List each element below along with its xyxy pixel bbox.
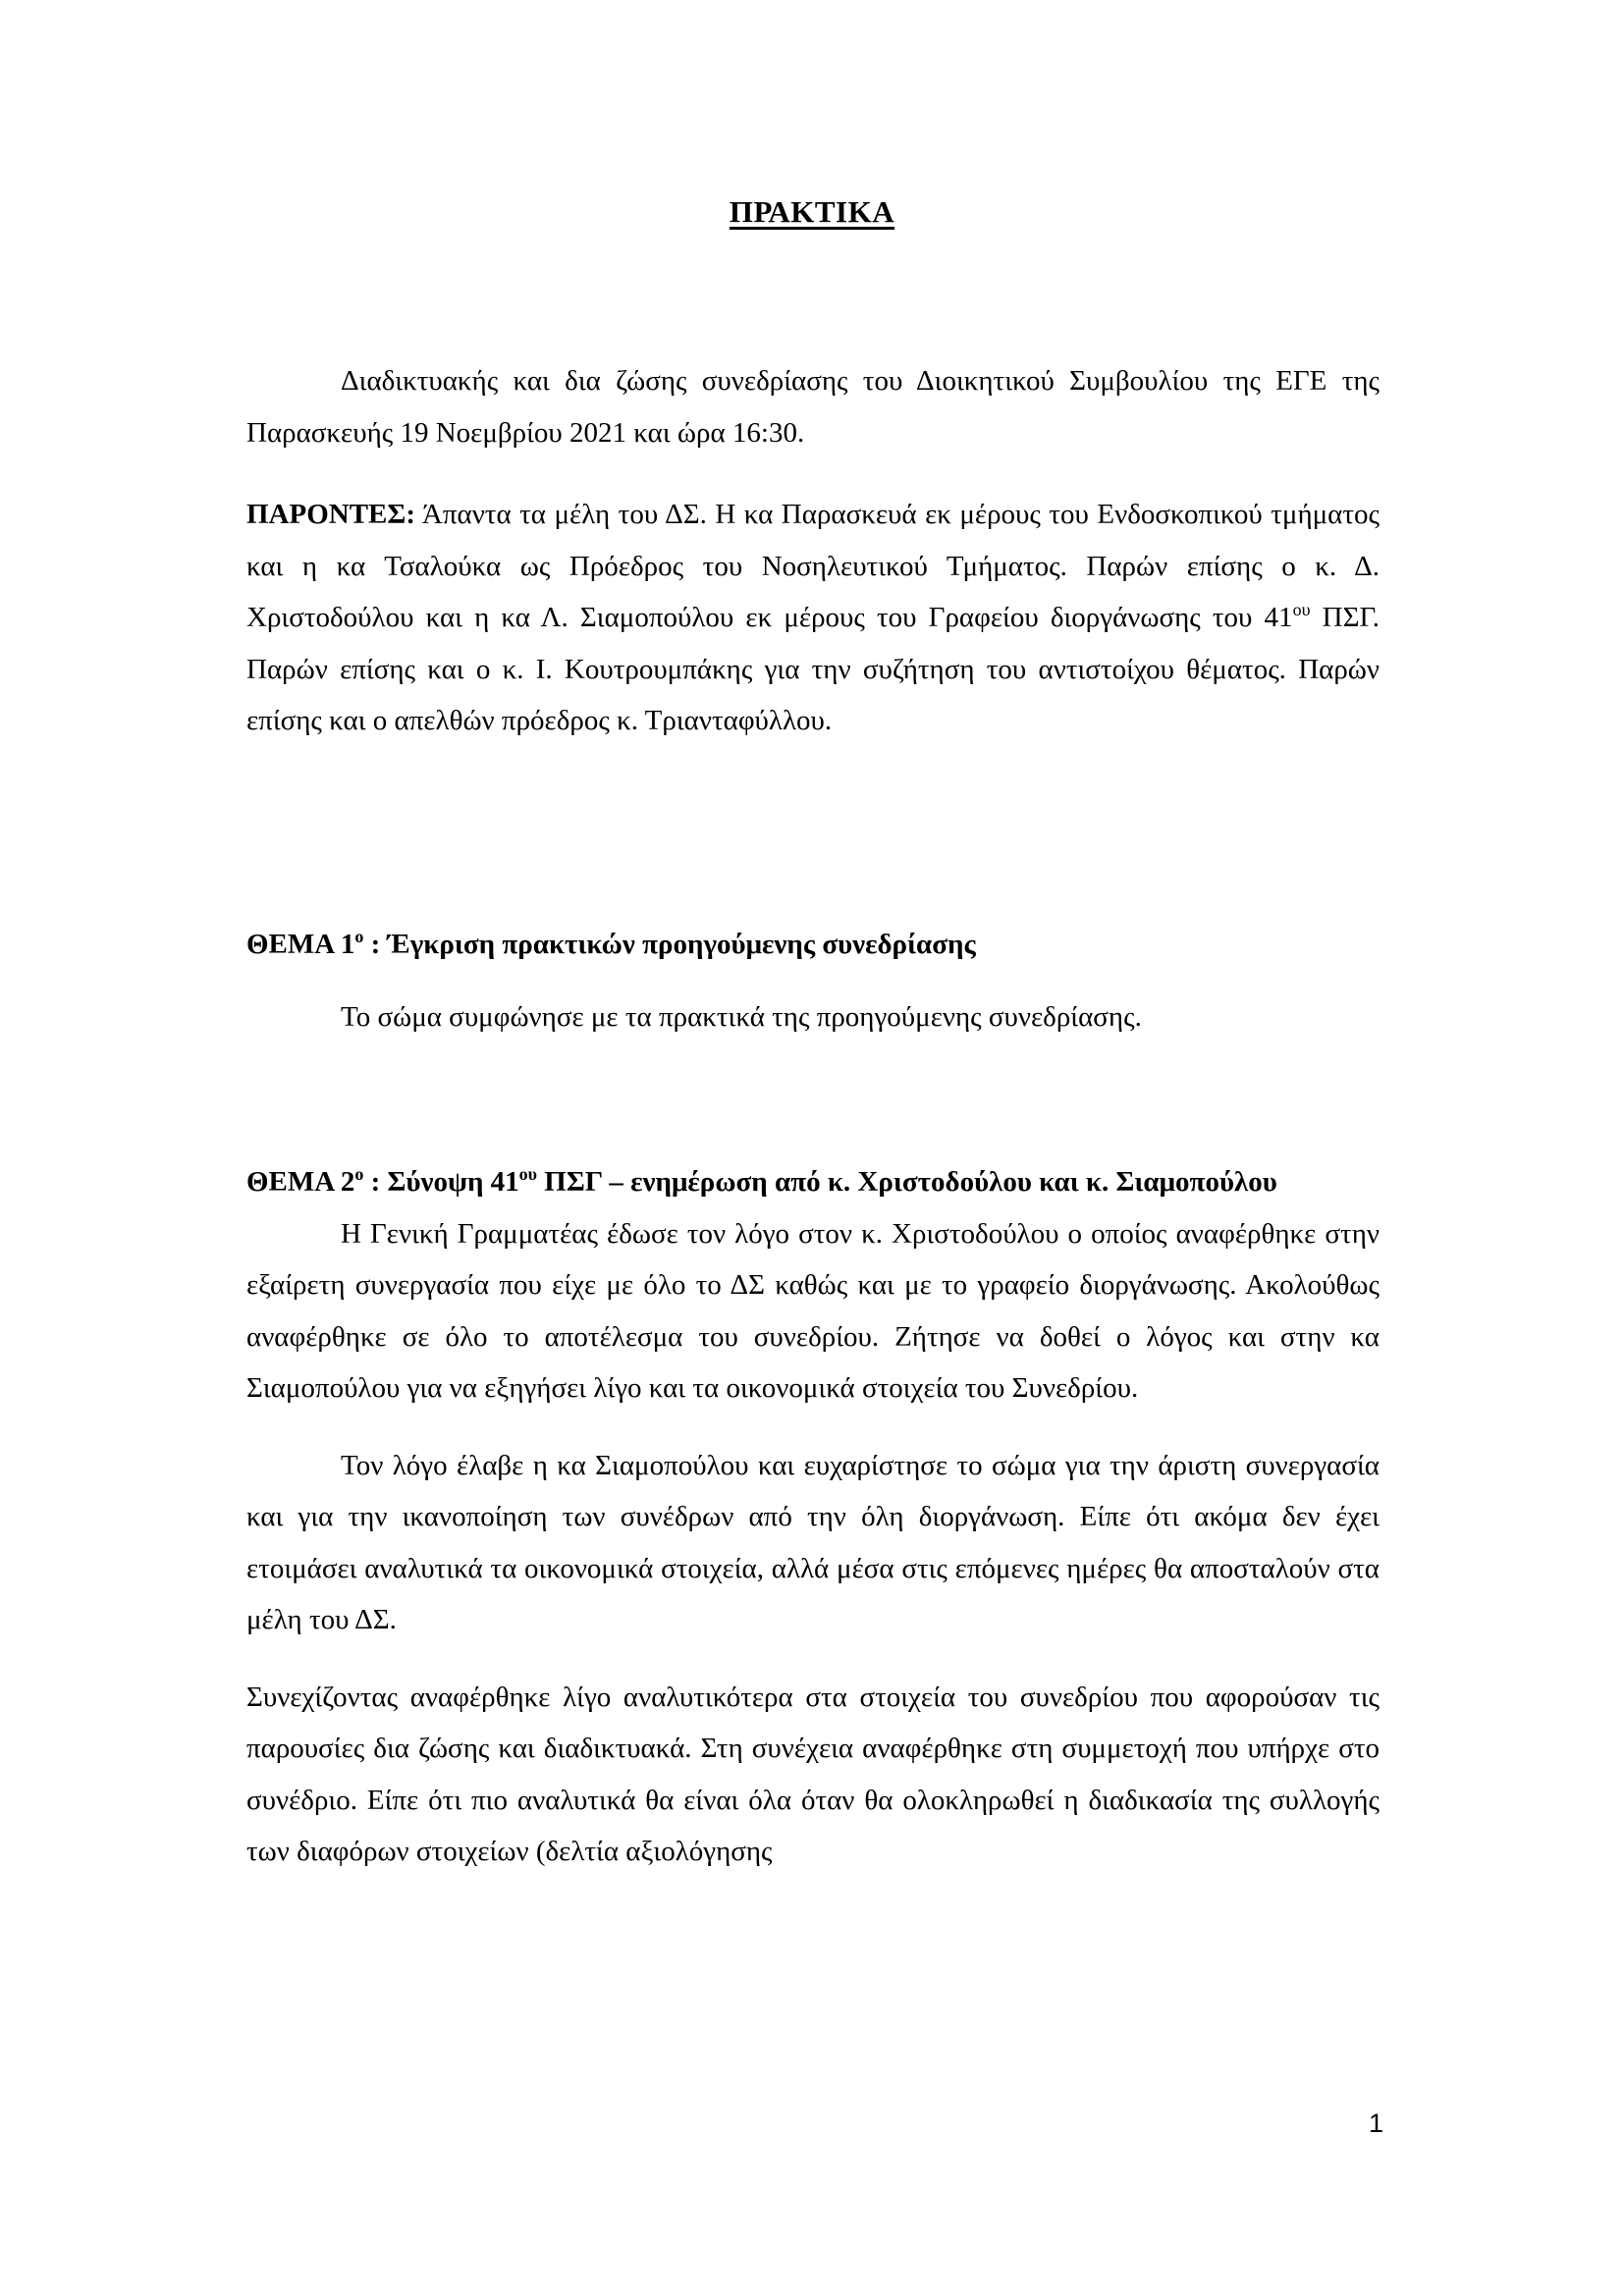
topic-2-title-1: : Σύνοψη 41 <box>363 1166 519 1198</box>
attendees-text-1: Άπαντα τα μέλη του ΔΣ. Η κα Παρασκευά εκ μέρους του Ενδοσκοπικού τμήματος και η κα Τσαλούκα ως Πρόεδρος του Νοσηλευτικού Τμήματος. Παρών επίσης ο κ. Δ. Χριστοδούλου και η κα Λ. Σιαμοπούλου εκ μέρους του Γραφείου διοργάνωσης του 41 <box>246 499 1380 633</box>
topic-2-paragraph-2: Τον λόγο έλαβε η κα Σιαμοπούλου και ευχαρίστησε το σώμα για την άριστη συνεργασία και για την ικανοποίηση των συνέδρων από την όλη διοργάνωση. Είπε ότι ακόμα δεν έχει ετοιμάσει αναλυτικά τα οικονομικά στοιχεία, αλλά μέσα στις επόμενες ημέρες θα αποσταλούν στα μέλη του ΔΣ. <box>246 1449 1380 1635</box>
topic-2-prefix: ΘΕΜΑ 2 <box>246 1166 355 1198</box>
topic-2-ordinal-sup: ο <box>354 1164 364 1184</box>
topic-2-heading <box>246 1156 1380 1208</box>
topic-2-title-2: ΠΣΓ – ενημέρωση από κ. Χριστοδούλου και κ. Σιαμοπούλου <box>537 1166 1277 1198</box>
document-title: ΠΡΑΚΤΙΚΑ <box>729 194 895 229</box>
page-number: 1 <box>1369 2109 1384 2138</box>
topic-2-title-sup: ου <box>518 1164 538 1184</box>
intro-paragraph: Διαδικτυακής και δια ζώσης συνεδρίασης του Διοικητικού Συμβουλίου της ΕΓΕ της Παρασκευής 19 Νοεμβρίου 2021 και ώρα 16:30. <box>246 365 1380 449</box>
topic-1-prefix: ΘΕΜΑ 1 <box>246 929 355 960</box>
intro-section <box>246 355 1380 458</box>
attendees-label: ΠΑΡΟΝΤΕΣ: <box>246 499 416 530</box>
attendees-section <box>246 489 1380 747</box>
attendees-paragraph <box>246 489 1380 747</box>
topic-2-paragraph-1: Η Γενική Γραμματέας έδωσε τον λόγο στον κ. Χριστοδούλου ο οποίος αναφέρθηκε στην εξαίρετη συνεργασία που είχε με όλο το ΔΣ καθώς και με το γραφείο διοργάνωσης. Ακολούθως αναφέρθηκε σε όλο το αποτέλεσμα του συνεδρίου. Ζήτησε να δοθεί ο λόγος και στην κα Σιαμοπούλου για να εξηγήσει λίγο και τα οικονομικά στοιχεία του Συνεδρίου. <box>246 1217 1380 1404</box>
topic-2-section <box>246 1156 1380 1878</box>
topic-1-heading <box>246 919 1380 971</box>
topic-1-title: : Έγκριση πρακτικών προηγούμενης συνεδρίασης <box>363 929 976 960</box>
topic-1-paragraph: Το σώμα συμφώνησε με τα πρακτικά της προηγούμενης συνεδρίασης. <box>341 1000 1142 1033</box>
topic-2-paragraph-3: Συνεχίζοντας αναφέρθηκε λίγο αναλυτικότερα στα στοιχεία του συνεδρίου που αφορούσαν τις παρουσίες δια ζώσης και διαδικτυακά. Στη συνέχεια αναφέρθηκε στη συμμετοχή που υπήρχε στο συνέδριο. Είπε ότι πιο αναλυτικά θα είναι όλα όταν θα ολοκληρωθεί η διαδικασία της συλλογής των διαφόρων στοιχείων (δελτία αξιολόγησης <box>246 1681 1380 1867</box>
attendees-ordinal-sup: ου <box>1292 600 1311 619</box>
topic-1-ordinal-sup: ο <box>354 927 364 946</box>
topic-1-section <box>246 919 1380 1042</box>
attendees-text-2: ΠΣΓ. Παρών επίσης και ο κ. Ι. Κουτρουμπάκης για την συζήτηση του αντιστοίχου θέματος. Παρών επίσης και ο απελθών πρόεδρος κ. Τριανταφύλλου. <box>246 602 1380 736</box>
